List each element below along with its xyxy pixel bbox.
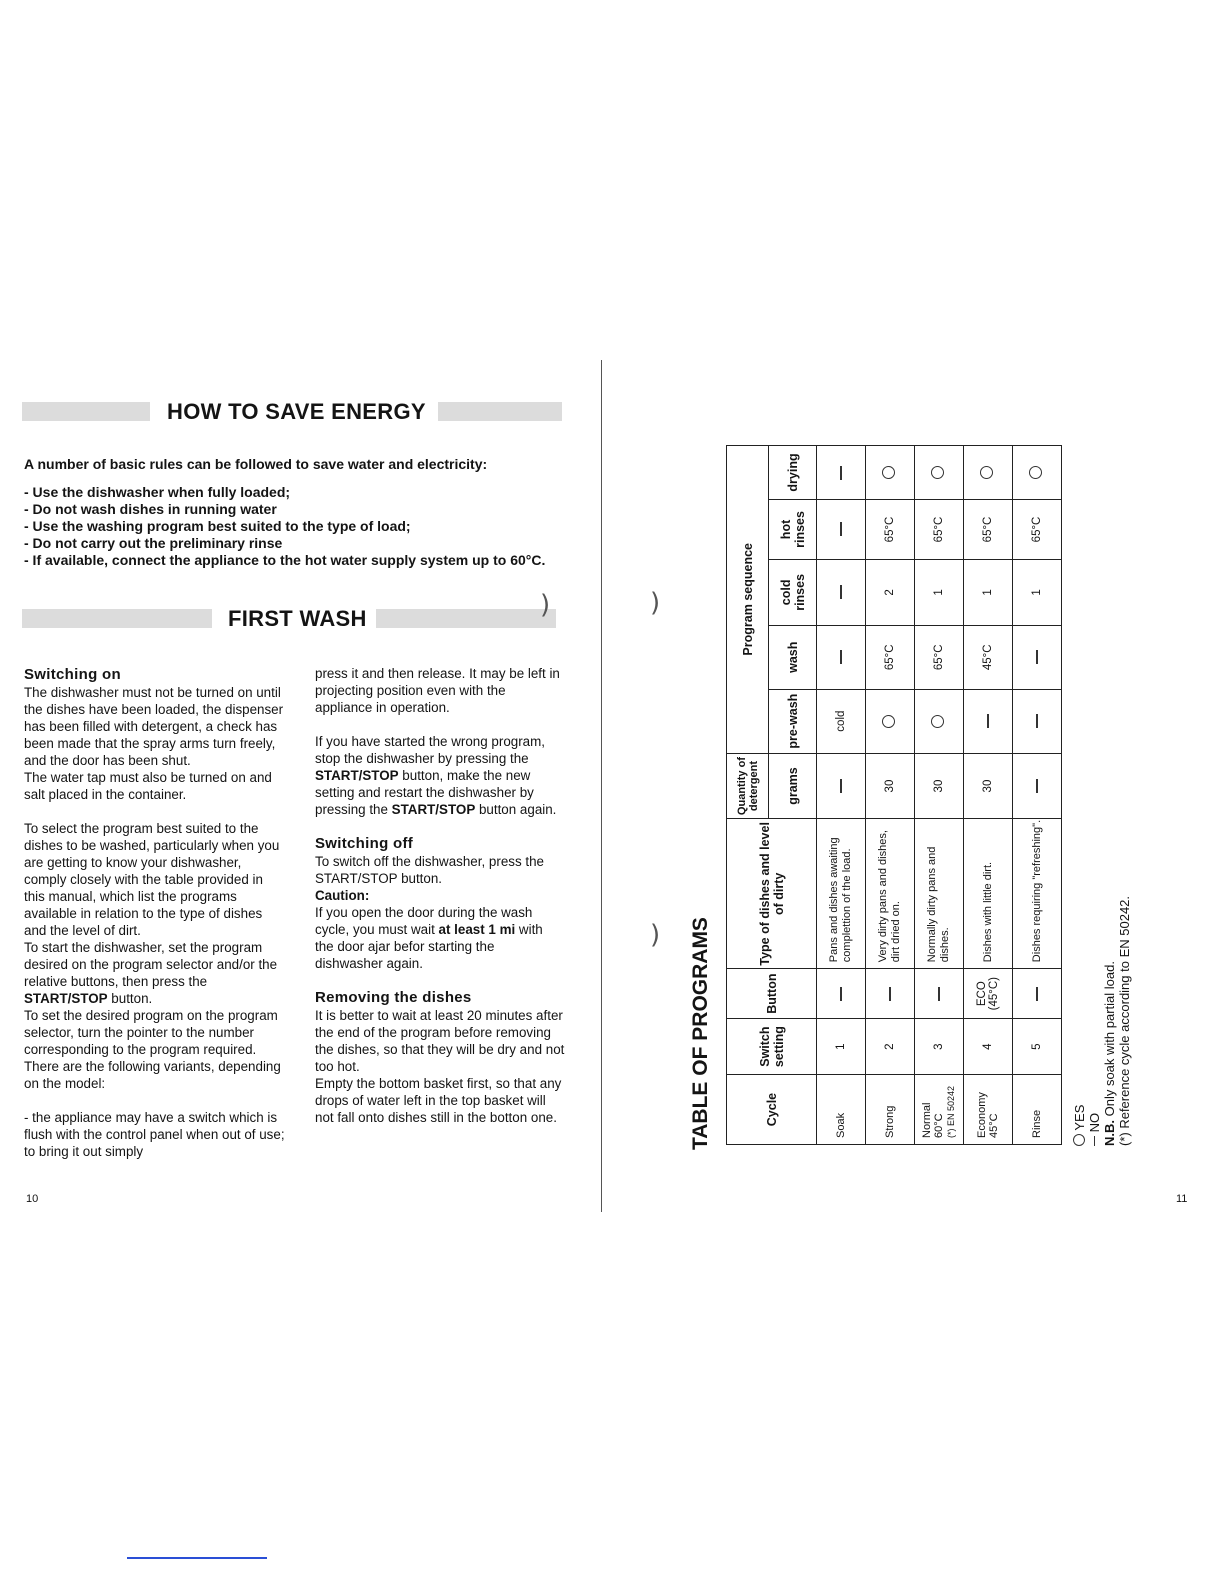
paragraph: To select the program best suited to the dishes to be washed, particularly when you are getting to know your dishwasher, comply closely with the table provided in this manual, which list the programs available in relation to the type of dishes and the level of dirt.: [24, 821, 280, 938]
scan-underline: [127, 1557, 267, 1559]
paragraph: To set the desired program on the program selector, turn the pointer to the number corresponding to the program required. There are the following variants, depending on the model:: [24, 1008, 281, 1091]
header-wash: wash: [769, 625, 817, 689]
no-dash-icon: [1036, 987, 1037, 1001]
cell-prewash: [1013, 689, 1062, 753]
cell-cycle: Soak: [817, 1075, 866, 1145]
cell-wash: 65°C: [866, 625, 915, 689]
header-cold-rinses: cold rinses: [769, 559, 817, 625]
programs-table-body: [817, 446, 1062, 1145]
yes-circle-icon: [882, 715, 895, 728]
switching-off-heading: Switching off: [315, 835, 414, 852]
paragraph: The water tap must also be turned on and salt placed in the container.: [24, 770, 272, 802]
cell-cold: 1: [1013, 559, 1062, 625]
cell-hot: 65°C: [915, 500, 964, 560]
cell-switch: 4: [964, 1019, 1013, 1075]
paragraph: To start the dishwasher, set the program desired on the program selector and/or the relative buttons, then press the START/STOP button.: [24, 940, 278, 1006]
header-quantity-detergent: Quantity of detergent: [727, 753, 769, 819]
cell-cold: 1: [915, 559, 964, 625]
cell-prewash: [866, 689, 915, 753]
cell-hot: 65°C: [1013, 500, 1062, 560]
cell-cold: 1: [964, 559, 1013, 625]
scan-mark: ): [650, 920, 661, 950]
programs-table-wrap: [726, 445, 1061, 1145]
table-row: [866, 446, 915, 1145]
energy-rule: - Use the dishwasher when fully loaded;: [24, 484, 291, 500]
no-dash-icon: [1036, 650, 1037, 664]
no-dash-icon: [840, 650, 841, 664]
cell-hot: 65°C: [866, 500, 915, 560]
energy-rules-list: [24, 484, 545, 569]
no-dash-icon: [840, 779, 841, 793]
table-title: TABLE OF PROGRAMS: [689, 917, 712, 1150]
cell-type: Pans and dishes awaiting complettion of the load.: [817, 819, 866, 969]
cell-drying: [1013, 446, 1062, 500]
yes-circle-icon: [980, 466, 993, 479]
paragraph: press it and then release. It may be left in projecting position even with the appliance in operation.: [315, 666, 560, 715]
cell-type: Very dirty pans and dishes, dirt dried on.: [866, 819, 915, 969]
cell-button: [915, 969, 964, 1019]
page-number-left: 10: [26, 1193, 39, 1205]
cell-hot: [817, 500, 866, 560]
no-dash-icon: [889, 987, 890, 1001]
nb-note: N.B. Only soak with partial load.: [1102, 961, 1117, 1146]
table-row: [1013, 446, 1062, 1145]
left-column-2: [315, 665, 565, 1126]
first-wash-banner-right: [376, 609, 556, 628]
programs-table: [726, 445, 1062, 1145]
table-row: [915, 446, 964, 1145]
cell-switch: 5: [1013, 1019, 1062, 1075]
no-dash-icon: [1094, 1136, 1096, 1146]
header-hot-rinses: hot rinses: [769, 500, 817, 560]
cell-switch: 3: [915, 1019, 964, 1075]
header-drying: drying: [769, 446, 817, 500]
scan-mark: ): [540, 590, 551, 620]
page-divider: [601, 360, 602, 1212]
cell-switch: 2: [866, 1019, 915, 1075]
cell-cycle: Economy 45°C: [964, 1075, 1013, 1145]
no-dash-icon: [840, 466, 841, 480]
cell-button: [1013, 969, 1062, 1019]
cell-grams: 30: [915, 753, 964, 819]
header-pre-wash: pre-wash: [769, 689, 817, 753]
cell-wash: 45°C: [964, 625, 1013, 689]
cell-cycle: Rinse: [1013, 1075, 1062, 1145]
reference-note: (*) Reference cycle according to EN 50242.: [1117, 895, 1132, 1146]
caution-label: Caution:: [315, 888, 370, 903]
cell-hot: 65°C: [964, 500, 1013, 560]
no-dash-icon: [987, 714, 988, 728]
energy-rule: - If available, connect the appliance to the hot water supply system up to 60°C.: [24, 552, 546, 568]
cell-wash: 65°C: [915, 625, 964, 689]
energy-title: HOW TO SAVE ENERGY: [167, 399, 426, 424]
header-switch-setting: Switch setting: [727, 1019, 817, 1075]
paragraph: It is better to wait at least 20 minutes after the end of the program before removing the dishes, so that they will be dry and not too hot.: [315, 1008, 565, 1074]
legend-yes: YES: [1072, 896, 1087, 1146]
left-column-1: [24, 666, 286, 1160]
cell-cycle: Normal 60°C (*) EN 50242: [915, 1075, 964, 1145]
cell-grams: [1013, 753, 1062, 819]
cell-button: [817, 969, 866, 1019]
cell-switch: 1: [817, 1019, 866, 1075]
energy-banner-left: [22, 402, 150, 421]
header-type-of-dishes: Type of dishes and level of dirty: [727, 819, 817, 969]
cell-type: Dishes with little dirt.: [964, 819, 1013, 969]
paragraph: The dishwasher must not be turned on until the dishes have been loaded, the dispenser has been filled with detergent, a check has been made that the spray arms turn freely, and the door has been shut.: [24, 685, 284, 768]
header-button: Button: [727, 969, 817, 1019]
paragraph: If you have started the wrong program, stop the dishwasher by pressing the START/STOP button, make the new setting and restart the dishwasher by pressing the START/STOP button again.: [315, 734, 557, 817]
cell-drying: [964, 446, 1013, 500]
paragraph: - the appliance may have a switch which is flush with the control panel when out of use; to bring it out simply: [24, 1110, 285, 1159]
header-grams: grams: [769, 753, 817, 819]
cell-grams: 30: [964, 753, 1013, 819]
energy-rule: - Use the washing program best suited to the type of load;: [24, 518, 411, 534]
no-dash-icon: [840, 987, 841, 1001]
energy-banner-right: [438, 402, 562, 421]
energy-rule: - Do not wash dishes in running water: [24, 501, 277, 517]
removing-heading: Removing the dishes: [315, 989, 472, 1006]
cell-prewash: cold: [817, 689, 866, 753]
no-dash-icon: [1036, 779, 1037, 793]
page-number-right: 11: [1176, 1193, 1188, 1205]
cell-wash: [817, 625, 866, 689]
cell-type: Dishes requiring "refreshing".: [1013, 819, 1062, 969]
cell-wash: [1013, 625, 1062, 689]
cell-grams: [817, 753, 866, 819]
table-row: [964, 446, 1013, 1145]
first-wash-title: FIRST WASH: [228, 606, 367, 631]
energy-rule: - Do not carry out the preliminary rinse: [24, 535, 283, 551]
cell-button: [866, 969, 915, 1019]
yes-circle-icon: [882, 466, 895, 479]
paragraph: Empty the bottom basket first, so that any drops of water left in the top basket will not fall onto dishes still in the botton one.: [315, 1076, 562, 1125]
cell-cycle: Strong: [866, 1075, 915, 1145]
no-dash-icon: [938, 987, 939, 1001]
legend-no: NO: [1087, 896, 1102, 1146]
energy-intro: A number of basic rules can be followed to save water and electricity:: [24, 456, 488, 472]
table-row: [817, 446, 866, 1145]
yes-circle-icon: [1029, 466, 1042, 479]
switching-on-heading: Switching on: [24, 666, 121, 683]
yes-circle-icon: [931, 466, 944, 479]
first-wash-banner-left: [22, 609, 212, 628]
cell-cold: [817, 559, 866, 625]
no-dash-icon: [840, 522, 841, 536]
no-dash-icon: [1036, 714, 1037, 728]
cell-drying: [915, 446, 964, 500]
header-program-sequence: Program sequence: [727, 446, 769, 754]
cell-prewash: [964, 689, 1013, 753]
cell-type: Normally dirty pans and dishes.: [915, 819, 964, 969]
cell-grams: 30: [866, 753, 915, 819]
header-cycle: Cycle: [727, 1075, 817, 1145]
cell-drying: [817, 446, 866, 500]
cell-button: ECO (45°C): [964, 969, 1013, 1019]
cell-prewash: [915, 689, 964, 753]
paragraph: If you open the door during the wash cycle, you must wait at least 1 mi with the door ajar befor starting the dishwasher again.: [315, 905, 543, 971]
cell-drying: [866, 446, 915, 500]
yes-circle-icon: [931, 715, 944, 728]
yes-circle-icon: [1073, 1134, 1085, 1146]
no-dash-icon: [840, 585, 841, 599]
paragraph: To switch off the dishwasher, press the START/STOP button.: [315, 854, 544, 886]
cell-cold: 2: [866, 559, 915, 625]
scan-mark: ): [650, 588, 661, 618]
table-legend: [1072, 896, 1132, 1146]
